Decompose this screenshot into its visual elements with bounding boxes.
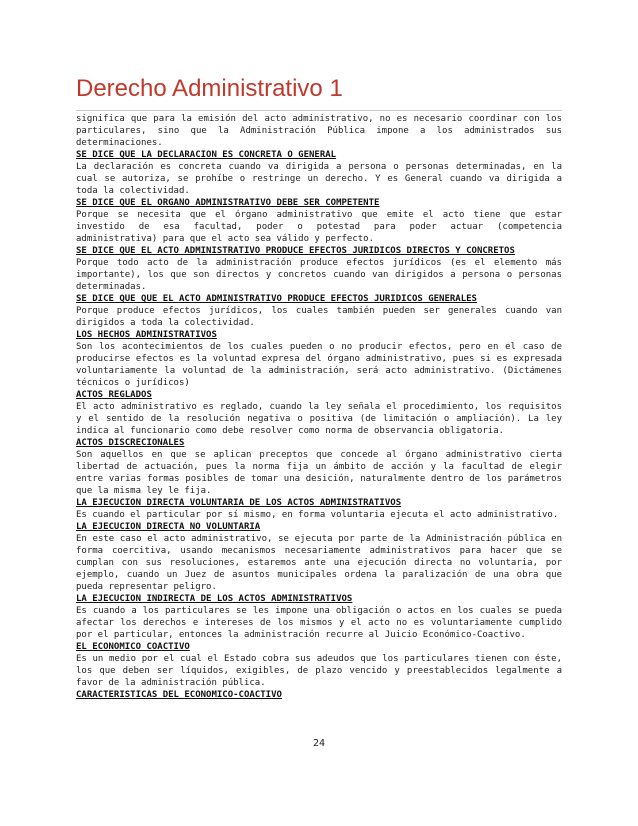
section-heading: CARACTERISTICAS DEL ECONOMICO-COACTIVO [76, 690, 282, 700]
body-paragraph: Porque se necesita que el órgano administrativo que emite el acto tiene que estar investido de esa facultad, poder o potestad para poder actuar (competencia administrativa) para que el acto sea válido y perfecto. [76, 210, 562, 244]
page-title: Derecho Administrativo 1 [76, 75, 343, 102]
body-paragraph: Es un medio por el cual el Estado cobra sus adeudos que los particulares tienen con éste, los que deben ser líquidos, exigibles, de plazo vencido y preestablecidos legalmente a favor de la administración pública. [76, 654, 562, 688]
body-paragraph: Es cuando el particular por sí mismo, en forma voluntaria ejecuta el acto administrativo. [76, 510, 559, 520]
body-paragraph: Porque produce efectos jurídicos, los cuales también pueden ser generales cuando van dirigidos a toda la colectividad. [76, 306, 562, 328]
document-body [76, 113, 562, 701]
body-paragraph: Porque todo acto de la administración produce efectos jurídicos (es el elemento más importante), los que son directos y concretos cuando van dirigidos a persona o personas determinadas. [76, 258, 562, 292]
section-heading: SE DICE QUE QUE EL ACTO ADMINISTRATIVO PRODUCE EFECTOS JURIDICOS GENERALES [76, 294, 477, 304]
body-paragraph: En este caso el acto administrativo, se ejecuta por parte de la Administración pública en forma coercitiva, usando mecanismos necesariamente administrativos para hacer que se cumplan con sus resoluciones, estaremos ante una ejecución directa no voluntaria, por ejemplo, cuando un Juez de asuntos municipales ordena la paralización de una obra que pueda representar peligro. [76, 534, 562, 592]
section-heading: SE DICE QUE EL ORGANO ADMINISTRATIVO DEBE SER COMPETENTE [76, 198, 380, 208]
section-heading: LA EJECUCION DIRECTA VOLUNTARIA DE LOS ACTOS ADMINISTRATIVOS [76, 498, 402, 508]
section-heading: SE DICE QUE EL ACTO ADMINISTRATIVO PRODUCE EFECTOS JURIDICOS DIRECTOS Y CONCRETOS [76, 246, 515, 256]
body-paragraph: significa que para la emisión del acto administrativo, no es necesario coordinar con los particulares, sino que la Administración Pública impone a los administrados sus determinaciones. [76, 114, 562, 148]
body-paragraph: Es cuando a los particulares se les impone una obligación o actos en los cuales se pueda afectar los derechos e intereses de los mismos y el acto no es voluntariamente cumplido por el particular, entonces la administración recurre al Juicio Económico-Coactivo. [76, 606, 562, 640]
section-heading: EL ECONOMICO COACTIVO [76, 642, 190, 652]
body-paragraph: La declaración es concreta cuando va dirigida a persona o personas determinadas, en la cual se autoriza, se prohíbe o restringe un derecho. Y es General cuando va dirigida a toda la colectividad. [76, 162, 562, 196]
section-heading: LA EJECUCION INDIRECTA DE LOS ACTOS ADMINISTRATIVOS [76, 594, 353, 604]
section-heading: ACTOS REGLADOS [76, 390, 152, 400]
title-divider [76, 110, 562, 111]
body-paragraph: Son aquellos en que se aplican preceptos que concede al órgano administrativo cierta libertad de actuación, pues la norma fija un ámbito de acción y la facultad de elegir entre varias formas posibles de tomar una desición, naturalmente dentro de los parámetros que la misma ley le fija. [76, 450, 562, 496]
section-heading: LOS HECHOS ADMINISTRATIVOS [76, 330, 217, 340]
page-number: 24 [312, 738, 326, 749]
section-heading: LA EJECUCION DIRECTA NO VOLUNTARIA [76, 522, 261, 532]
body-paragraph: Son los acontecimientos de los cuales pueden o no producir efectos, pero en el caso de producirse efectos es la voluntad expresa del órgano administrativo, pues si es expresada voluntariamente la voluntad de la administración, será acto administrativo. (Dictámenes técnicos o jurídicos) [76, 342, 562, 388]
body-paragraph: El acto administrativo es reglado, cuando la ley señala el procedimiento, los requisitos y el sentido de la resolución negativa o positiva (de limitación o ampliación). La ley indica al funcionario como debe resolver como norma de observancia obligatoria. [76, 402, 562, 436]
section-heading: ACTOS DISCRECIONALES [76, 438, 185, 448]
section-heading: SE DICE QUE LA DECLARACION ES CONCRETA O GENERAL [76, 150, 337, 160]
